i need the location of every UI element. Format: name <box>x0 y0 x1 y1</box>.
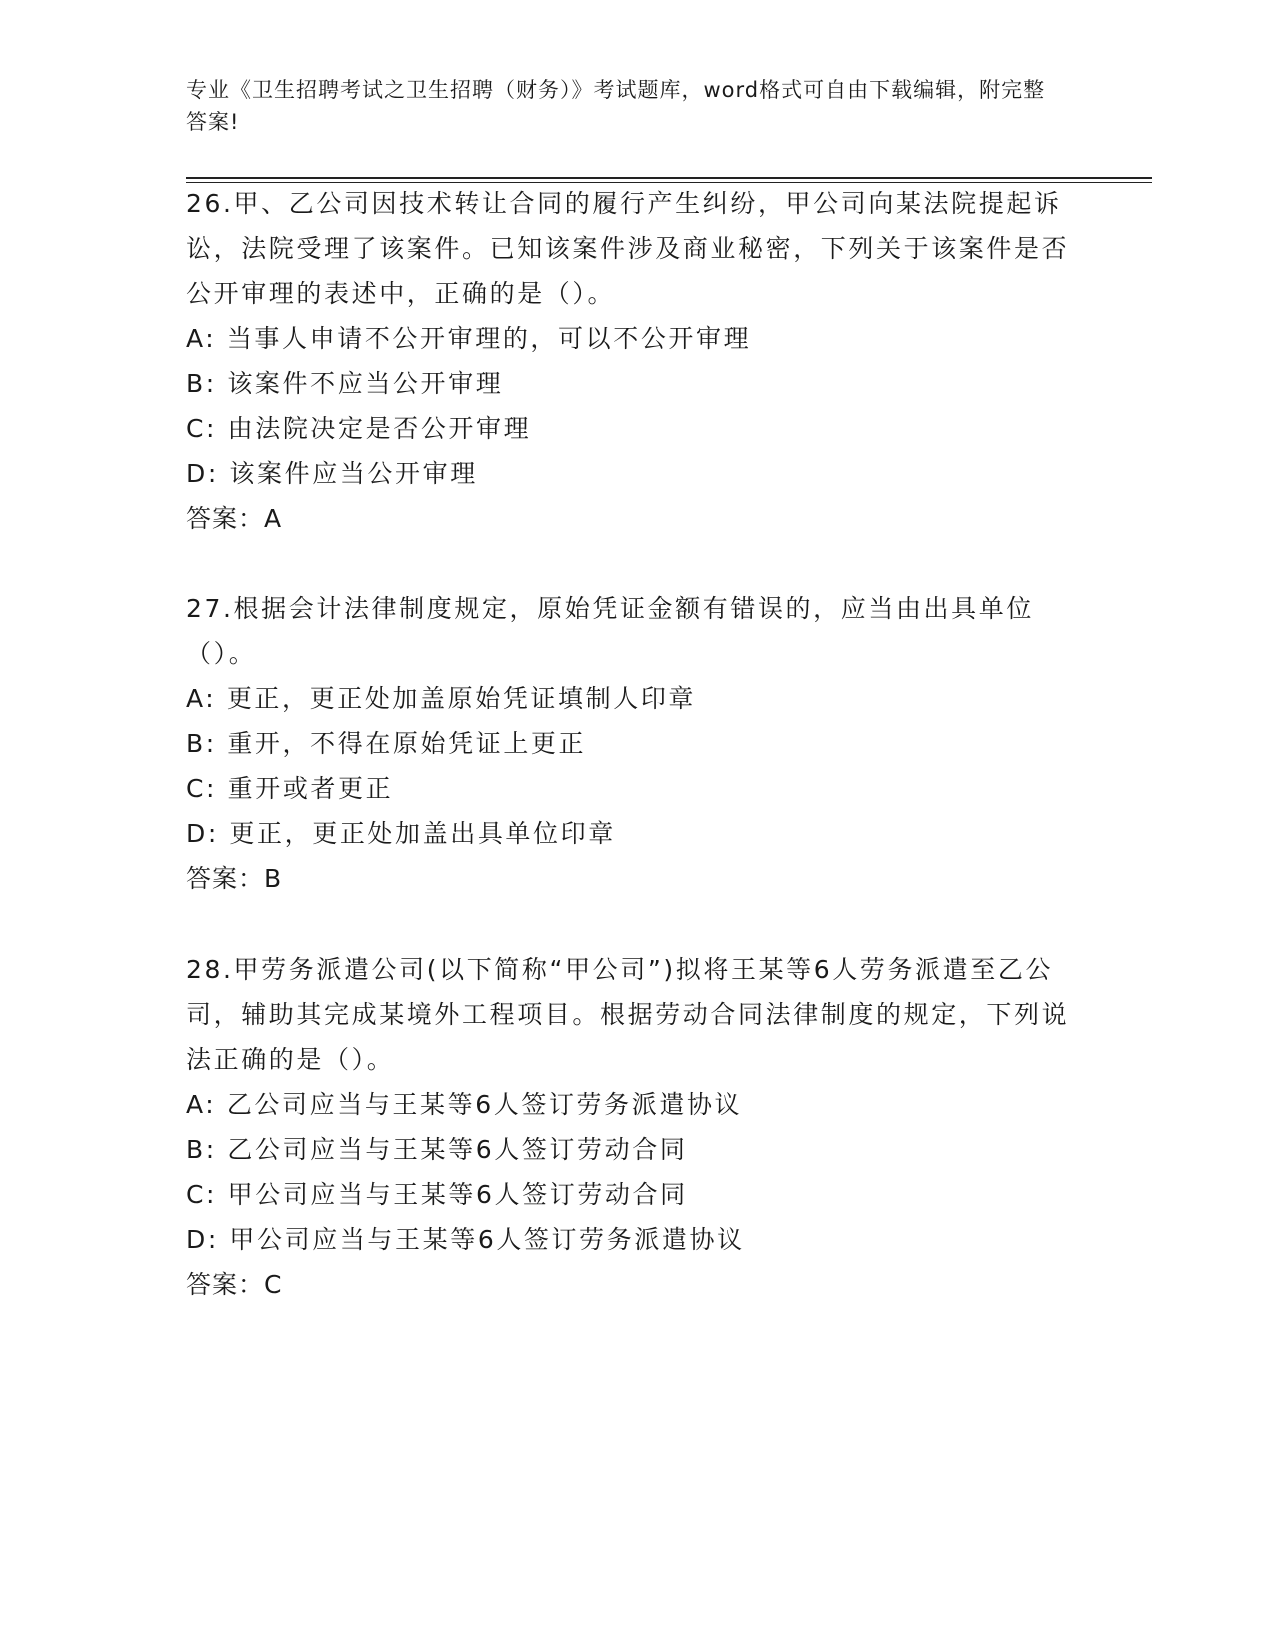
option-d: D: 甲公司应当与王某等6人签订劳务派遣协议 <box>186 1225 745 1254</box>
question-stem: 26.甲、乙公司因技术转让合同的履行产生纠纷，甲公司向某法院提起诉讼，法院受理了该案件。已知该案件涉及商业秘密，下列关于该案件是否公开审理的表述中，正确的是（）。 <box>186 189 1070 308</box>
option-c: C: 重开或者更正 <box>186 774 394 803</box>
option-a: A: 当事人申请不公开审理的，可以不公开审理 <box>186 324 752 353</box>
answer-line: 答案：B <box>186 864 283 893</box>
document-header: 专业《卫生招聘考试之卫生招聘（财务）》考试题库，word格式可自由下载编辑，附完整答案! <box>186 78 1046 134</box>
question-stem: 27.根据会计法律制度规定，原始凭证金额有错误的，应当由出具单位（）。 <box>186 594 1034 668</box>
option-a: A: 乙公司应当与王某等6人签订劳务派遣协议 <box>186 1090 743 1119</box>
answer-line: 答案：A <box>186 504 283 533</box>
answer-line: 答案：C <box>186 1270 283 1299</box>
option-d: D: 该案件应当公开审理 <box>186 459 478 488</box>
question-27 <box>186 586 1086 901</box>
option-d: D: 更正，更正处加盖出具单位印章 <box>186 819 616 848</box>
option-b: B: 该案件不应当公开审理 <box>186 369 504 398</box>
question-stem: 28.甲劳务派遣公司(以下简称“甲公司”)拟将王某等6人劳务派遣至乙公司，辅助其完成某境外工程项目。根据劳动合同法律制度的规定，下列说法正确的是（）。 <box>186 955 1070 1074</box>
option-c: C: 由法院决定是否公开审理 <box>186 414 532 443</box>
option-b: B: 乙公司应当与王某等6人签订劳动合同 <box>186 1135 688 1164</box>
option-b: B: 重开，不得在原始凭证上更正 <box>186 729 587 758</box>
option-a: A: 更正，更正处加盖原始凭证填制人印章 <box>186 684 697 713</box>
option-c: C: 甲公司应当与王某等6人签订劳动合同 <box>186 1180 688 1209</box>
question-26 <box>186 181 1086 541</box>
question-28 <box>186 947 1086 1307</box>
